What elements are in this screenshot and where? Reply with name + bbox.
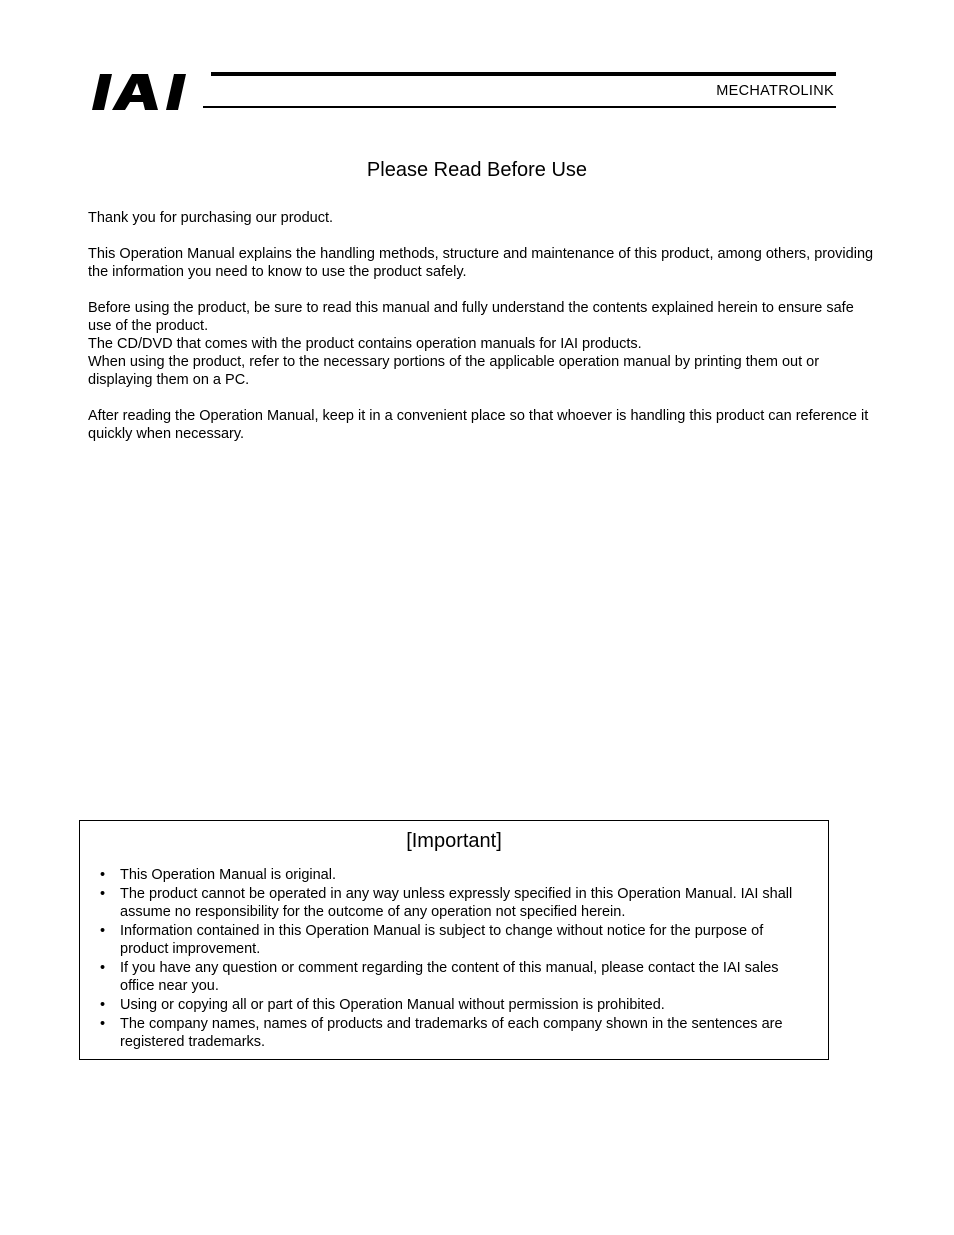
header-rule-bottom xyxy=(203,106,836,108)
iai-logo xyxy=(90,72,202,112)
paragraph-after-reading xyxy=(88,407,878,443)
paragraph-line: After reading the Operation Manual, keep it in a convenient place so that whoever is handling this product can reference it quickly when necessary. xyxy=(88,408,869,442)
header-rule-top xyxy=(211,72,836,76)
bullet-icon: • xyxy=(100,960,106,976)
important-item xyxy=(100,996,815,1014)
paragraph-line: Before using the product, be sure to read this manual and fully understand the contents explained herein to ensure safe use of the product. xyxy=(88,300,854,334)
header-brand: MECHATROLINK xyxy=(716,83,834,99)
paragraph-line: The CD/DVD that comes with the product contains operation manuals for IAI products. xyxy=(88,336,642,352)
important-item xyxy=(100,959,815,995)
important-item-text: Information contained in this Operation Manual is subject to change without notice for the purpose of product improvement. xyxy=(120,923,764,957)
important-item-text: If you have any question or comment regarding the content of this manual, please contact the IAI sales office near you. xyxy=(120,960,779,994)
bullet-icon: • xyxy=(100,1016,106,1032)
paragraph-line: This Operation Manual explains the handling methods, structure and maintenance of this product, among others, providing the information you need to know to use the product safely. xyxy=(88,246,874,280)
important-item xyxy=(100,922,815,958)
important-item xyxy=(100,885,815,921)
important-item-text: The company names, names of products and trademarks of each company shown in the sentences are registered trademarks. xyxy=(120,1016,783,1050)
important-item-text: Using or copying all or part of this Operation Manual without permission is prohibited. xyxy=(120,997,665,1013)
bullet-icon: • xyxy=(100,886,106,902)
bullet-icon: • xyxy=(100,997,106,1013)
paragraph-line: When using the product, refer to the necessary portions of the applicable operation manual by printing them out or displaying them on a PC. xyxy=(88,354,820,388)
intro-text xyxy=(88,209,878,461)
important-item-text: The product cannot be operated in any way unless expressly specified in this Operation Manual. IAI shall assume no responsibility for the outcome of any operation not specified herein. xyxy=(120,886,793,920)
important-item xyxy=(100,866,815,884)
important-item xyxy=(100,1015,815,1051)
page-title: Please Read Before Use xyxy=(366,159,588,181)
important-item-text: This Operation Manual is original. xyxy=(120,867,336,883)
important-title: [Important] xyxy=(406,830,502,852)
bullet-icon: • xyxy=(100,867,106,883)
paragraph-manual-purpose xyxy=(88,245,878,281)
important-box xyxy=(79,820,829,1060)
paragraph-thanks xyxy=(88,209,878,227)
bullet-icon: • xyxy=(100,923,106,939)
important-list xyxy=(100,866,815,1052)
paragraph-line: Thank you for purchasing our product. xyxy=(88,210,334,226)
paragraph-before-use xyxy=(88,299,878,389)
